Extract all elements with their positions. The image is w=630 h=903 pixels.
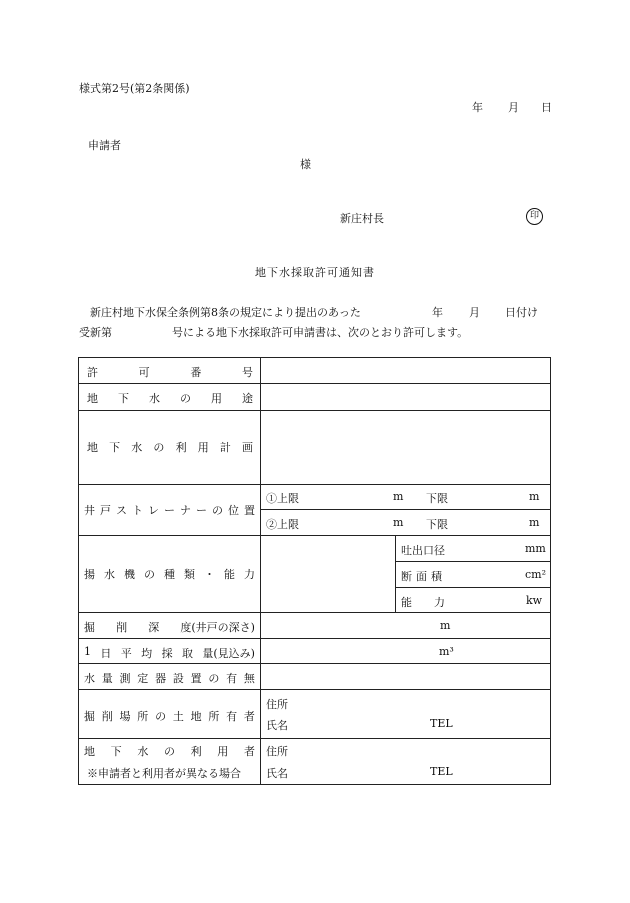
label-char: の: [153, 441, 165, 454]
label-char: 置: [190, 672, 202, 685]
label-char: 機: [124, 568, 135, 581]
label-char: 用: [197, 441, 209, 454]
form-number: 様式第2号(第2条関係): [79, 82, 190, 95]
label-char: 無: [243, 672, 255, 685]
body-text-line2-prefix: 受新第: [79, 326, 112, 339]
label-char: 位: [228, 504, 239, 517]
label-char: 地: [190, 710, 202, 723]
label-char: 利: [175, 441, 187, 454]
label-char: 者: [243, 710, 255, 723]
pump-outlet-unit: mm: [525, 542, 546, 555]
body-text-line2-rest: 号による地下水採取許可申請書は、次のとおり許可します。: [172, 326, 469, 339]
pump-capacity-unit: kw: [526, 594, 543, 607]
label-meter: [84, 670, 255, 686]
label-char: 取: [181, 647, 193, 660]
label-char: 所: [208, 710, 220, 723]
label-char: 下: [109, 441, 121, 454]
issuer-title: 新庄村長: [340, 212, 384, 225]
label-char: 地: [87, 441, 98, 454]
label-char: 計: [219, 441, 231, 454]
strainer-2-lower-unit: m: [529, 516, 540, 529]
label-char: 量: [101, 672, 113, 685]
label-char: 番: [190, 366, 202, 379]
body-text-year: 年: [432, 306, 443, 319]
label-char: 有: [226, 710, 238, 723]
label-char: 設: [172, 672, 184, 685]
label-char: の: [144, 568, 155, 581]
label-char: 削: [101, 710, 113, 723]
label-char: 戸: [100, 504, 111, 517]
applicant-label: 申請者: [88, 139, 121, 152]
date-day-label: 日: [541, 101, 552, 114]
label-char: 利: [190, 745, 202, 758]
seal-stamp: 印: [526, 208, 543, 225]
label-char: ト: [132, 504, 143, 517]
label-char: 能: [224, 568, 235, 581]
strainer-1-lower: 下限: [426, 492, 448, 505]
label-char: 削: [116, 621, 128, 634]
strainer-1-upper-unit: m: [393, 490, 404, 503]
label-char: レ: [148, 504, 159, 517]
label-char: の: [180, 392, 191, 405]
strainer-2-upper: ②上限: [266, 518, 299, 531]
strainer-1-upper: ①上限: [266, 492, 299, 505]
body-text-month: 月: [469, 306, 480, 319]
label-char: 下: [110, 745, 122, 758]
date-month-label: 月: [508, 101, 519, 114]
label-char: の: [155, 710, 167, 723]
body-text-date-suffix: 日付け: [505, 306, 538, 319]
depth-unit: m: [440, 619, 451, 632]
label-char: 許: [87, 366, 98, 379]
pump-area-unit: cm²: [525, 568, 547, 581]
label-char: 類: [184, 568, 195, 581]
label-char: 水: [149, 392, 160, 405]
user-tel-label: TEL: [430, 765, 453, 778]
label-plan: [87, 439, 253, 455]
honorific-label: 様: [300, 158, 311, 171]
label-daily-amount: [84, 645, 255, 661]
label-char: 量(見込み): [202, 647, 255, 660]
strainer-2-upper-unit: m: [393, 516, 404, 529]
label-char: 平: [120, 647, 132, 660]
label-char: 採: [161, 647, 173, 660]
label-char: 1: [84, 645, 91, 658]
label-char: 日: [100, 647, 112, 660]
label-char: 地: [84, 745, 95, 758]
label-char: 力: [244, 568, 255, 581]
strainer-1-lower-unit: m: [529, 490, 540, 503]
landowner-tel-label: TEL: [430, 717, 453, 730]
strainer-2-lower: 下限: [426, 518, 448, 531]
daily-unit: m³: [439, 645, 454, 658]
label-char: 水: [104, 568, 115, 581]
label-user-note: ※申請者と利用者が異なる場合: [87, 767, 241, 780]
label-char: 深: [148, 621, 160, 634]
document-title: 地下水採取許可通知書: [255, 266, 375, 279]
label-char: ー: [196, 504, 207, 517]
label-char: 種: [164, 568, 175, 581]
label-char: 可: [138, 366, 150, 379]
landowner-address-label: 住所: [266, 698, 288, 711]
label-char: ナ: [180, 504, 191, 517]
label-char: 途: [242, 392, 253, 405]
label-char: 画: [241, 441, 253, 454]
label-char: 有: [226, 672, 238, 685]
label-char: ス: [116, 504, 127, 517]
pump-capacity-label: 能力: [401, 596, 467, 609]
permit-table: [78, 357, 551, 785]
label-char: 水: [137, 745, 149, 758]
label-char: 均: [141, 647, 153, 660]
label-char: 井: [84, 504, 95, 517]
label-char: 掘: [84, 621, 95, 634]
body-text-line1-start: 新庄村地下水保全条例第8条の規定により提出のあった: [90, 306, 361, 319]
label-char: 場: [119, 710, 131, 723]
label-depth: [84, 619, 255, 635]
pump-outlet-label: 吐出口径: [401, 544, 445, 557]
label-pump: [84, 566, 255, 582]
date-year-label: 年: [472, 101, 483, 114]
label-char: 用: [217, 745, 229, 758]
label-char: 器: [155, 672, 167, 685]
label-char: 下: [118, 392, 129, 405]
label-user: [84, 743, 255, 759]
label-char: 号: [241, 366, 253, 379]
landowner-name-label: 氏名: [266, 719, 288, 732]
user-address-label: 住所: [266, 745, 288, 758]
label-char: 定: [137, 672, 149, 685]
pump-area-label: 断面積: [401, 570, 446, 583]
label-char: 置: [244, 504, 255, 517]
label-permit-number: [87, 364, 253, 380]
label-char: ー: [164, 504, 175, 517]
label-char: の: [208, 672, 220, 685]
label-char: 地: [87, 392, 98, 405]
label-char: の: [163, 745, 175, 758]
label-char: 水: [131, 441, 143, 454]
label-char: 者: [243, 745, 255, 758]
label-char: の: [212, 504, 223, 517]
label-usage: [87, 390, 253, 406]
label-char: 度(井戸の深さ): [180, 621, 255, 634]
user-name-label: 氏名: [266, 767, 288, 780]
label-char: ・: [204, 568, 215, 581]
label-char: 土: [172, 710, 184, 723]
label-char: 用: [211, 392, 222, 405]
label-landowner: [84, 708, 255, 724]
label-char: 水: [84, 672, 95, 685]
label-char: 揚: [84, 568, 95, 581]
label-char: 所: [137, 710, 149, 723]
label-char: 掘: [84, 710, 95, 723]
label-char: 測: [119, 672, 131, 685]
label-strainer: [84, 502, 255, 518]
